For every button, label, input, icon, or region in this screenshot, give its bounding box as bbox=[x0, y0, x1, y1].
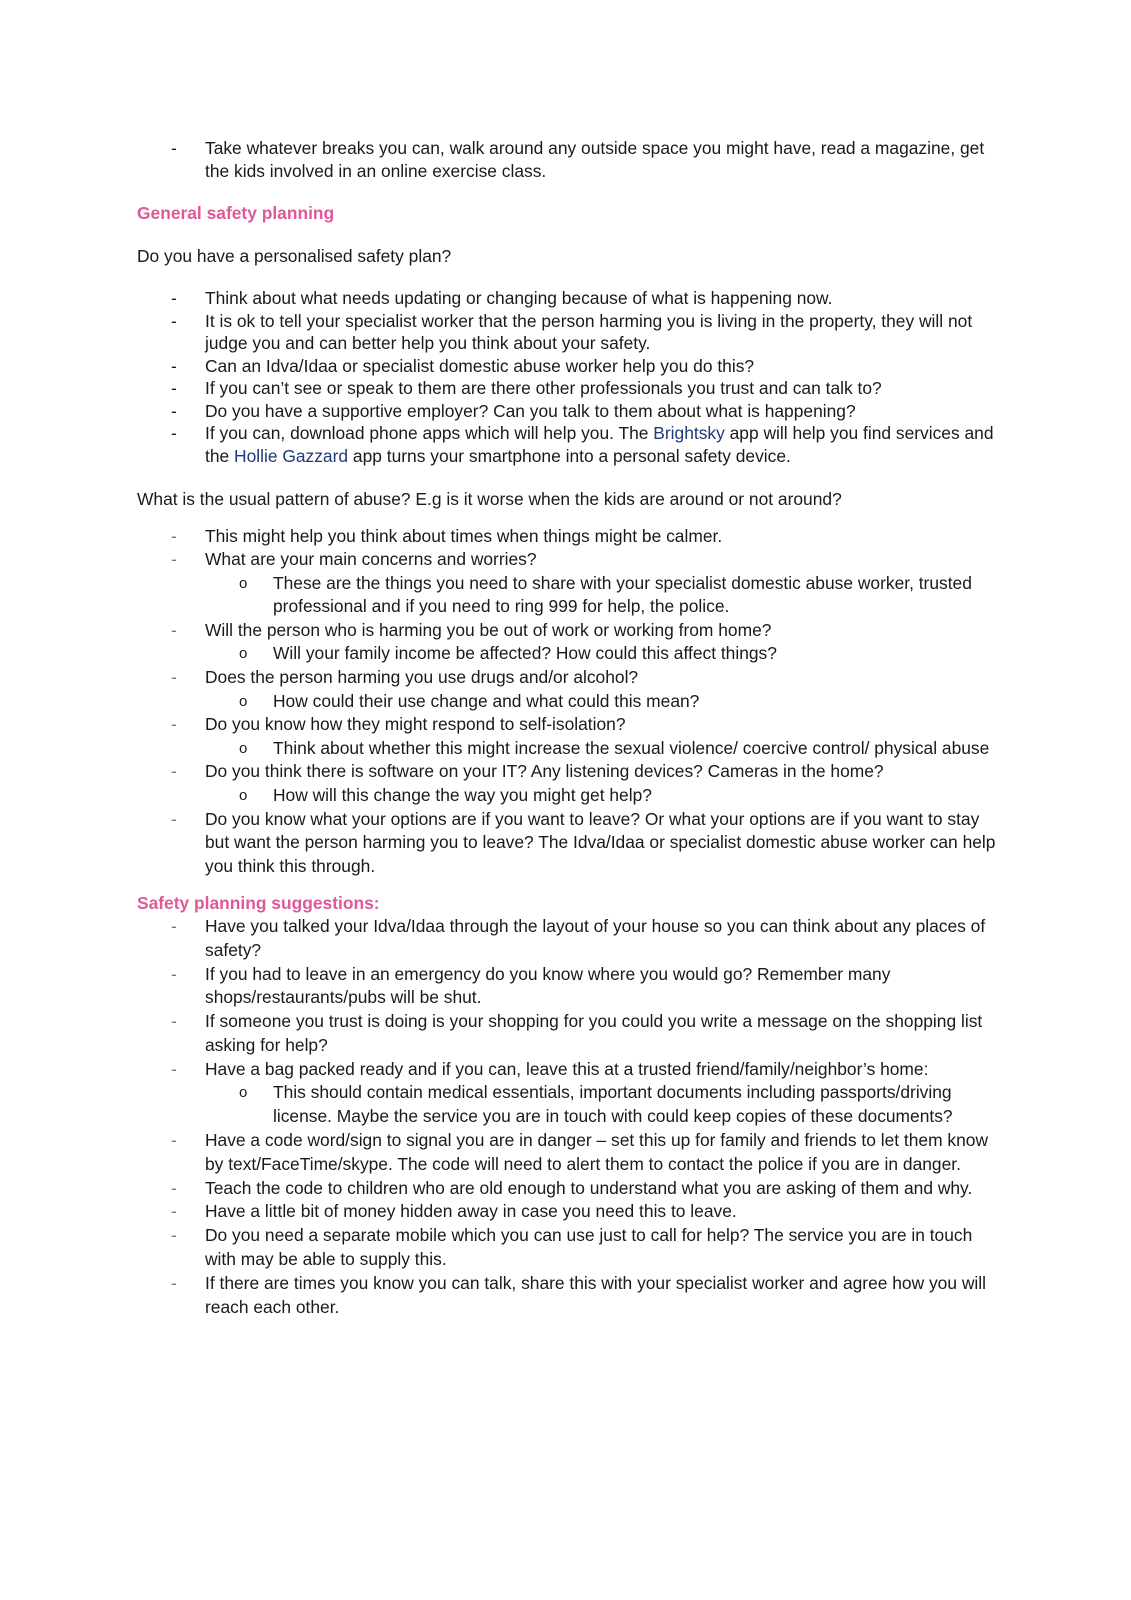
dash-bullet: - bbox=[171, 619, 177, 640]
list-item bbox=[137, 548, 997, 619]
circle-bullet: o bbox=[239, 787, 248, 805]
list-item bbox=[137, 666, 997, 713]
list-item bbox=[137, 310, 997, 355]
sub-list bbox=[205, 1081, 997, 1129]
list-item bbox=[137, 1200, 997, 1224]
sub-list-item bbox=[205, 1081, 997, 1129]
sub-list-item-text: This should contain medical essentials, important documents including passports/driving license. Maybe the service you are in touch with could keep copies of these documents? bbox=[273, 1082, 953, 1127]
list-item-text: Do you know how they might respond to self-isolation? bbox=[205, 714, 626, 735]
dash-bullet: - bbox=[171, 761, 177, 782]
sub-list-item-text: How could their use change and what could this mean? bbox=[273, 690, 700, 711]
dash-bullet: - bbox=[171, 549, 177, 570]
dash-bullet: - bbox=[171, 963, 177, 984]
list-item bbox=[137, 137, 997, 182]
dash-bullet: - bbox=[171, 400, 177, 421]
sub-list-item bbox=[205, 737, 997, 761]
list-item bbox=[137, 1058, 997, 1129]
list-item-text bbox=[205, 423, 994, 466]
text-fragment: If you can, download phone apps which will help you. The bbox=[205, 423, 654, 443]
circle-bullet: o bbox=[239, 645, 248, 663]
list-item bbox=[137, 713, 997, 760]
sub-list-item bbox=[205, 572, 997, 619]
list-item-text: Have a code word/sign to signal you are in danger – set this up for family and friends to let them know by text/FaceTime/skype. The code will need to alert them to contact the police if you are in danger. bbox=[205, 1130, 989, 1174]
text-fragment: app turns your smartphone into a personal safety device. bbox=[348, 445, 791, 466]
dash-bullet: - bbox=[171, 355, 177, 376]
sub-list bbox=[205, 572, 997, 619]
circle-bullet: o bbox=[239, 574, 248, 592]
list-item-text: Do you think there is software on your IT? Any listening devices? Cameras in the home? bbox=[205, 761, 884, 782]
list-item bbox=[137, 915, 997, 963]
list-item bbox=[137, 287, 997, 310]
dash-bullet: - bbox=[171, 714, 177, 735]
list-item bbox=[137, 525, 997, 549]
list-item-text: Does the person harming you use drugs and/or alcohol? bbox=[205, 667, 639, 688]
sub-list-item-text: How will this change the way you might get help? bbox=[273, 785, 652, 806]
safety-plan-list bbox=[137, 287, 997, 467]
list-item bbox=[137, 619, 997, 666]
dash-bullet: - bbox=[171, 1201, 177, 1222]
list-item bbox=[137, 355, 997, 378]
list-item-text: Have a little bit of money hidden away in case you need this to leave. bbox=[205, 1201, 737, 1222]
list-item-text: If there are times you know you can talk, share this with your specialist worker and agree how you will reach each other. bbox=[205, 1272, 987, 1317]
dash-bullet: - bbox=[171, 525, 177, 546]
list-item-text: Take whatever breaks you can, walk around any outside space you might have, read a magazine, get the kids involved in an online exercise class. bbox=[205, 138, 985, 181]
list-item-text: It is ok to tell your specialist worker that the person harming you is living in the property, they will not judge you and can better help you think about your safety. bbox=[205, 310, 973, 353]
circle-bullet: o bbox=[239, 692, 248, 710]
dash-bullet: - bbox=[171, 423, 177, 443]
dash-bullet: - bbox=[171, 138, 177, 158]
section-heading: General safety planning bbox=[137, 203, 335, 223]
sub-list-item-text: Will your family income be affected? How could this affect things? bbox=[273, 643, 777, 664]
list-item bbox=[137, 808, 997, 879]
list-item bbox=[137, 1272, 997, 1320]
list-item-text: Will the person who is harming you be out of work or working from home? bbox=[205, 619, 772, 640]
list-item bbox=[137, 1177, 997, 1201]
list-item-text: Do you have a supportive employer? Can you talk to them about what is happening? bbox=[205, 400, 856, 421]
section-question: What is the usual pattern of abuse? E.g is it worse when the kids are around or not around? bbox=[137, 489, 842, 509]
list-item-text: Can an Idva/Idaa or specialist domestic abuse worker help you do this? bbox=[205, 355, 755, 376]
list-item-text: If someone you trust is doing is your shopping for you could you write a message on the shopping list asking for help? bbox=[205, 1011, 983, 1055]
list-item bbox=[137, 760, 997, 807]
dash-bullet: - bbox=[171, 915, 177, 936]
list-item-text: Think about what needs updating or changing because of what is happening now. bbox=[205, 288, 833, 308]
list-item bbox=[137, 1129, 997, 1177]
sub-list-item-text: Think about whether this might increase the sexual violence/ coercive control/ physical abuse bbox=[273, 737, 990, 758]
intro-list bbox=[137, 137, 997, 182]
dash-bullet: - bbox=[171, 378, 177, 398]
sub-list bbox=[205, 784, 997, 808]
abuse-pattern-list bbox=[137, 525, 997, 879]
list-item-text: Have you talked your Idva/Idaa through the layout of your house so you can think about any places of safety? bbox=[205, 915, 986, 960]
sub-list-item-text: These are the things you need to share with your specialist domestic abuse worker, trusted professional and if you need to ring 999 for help, the police. bbox=[273, 572, 972, 617]
list-item-text: If you had to leave in an emergency do you know where you would go? Remember many shops/restaurants/pubs will be shut. bbox=[205, 963, 891, 1008]
section-question: Do you have a personalised safety plan? bbox=[137, 245, 452, 266]
hollie-gazzard-link[interactable]: Hollie Gazzard bbox=[234, 445, 349, 466]
sub-list bbox=[205, 737, 997, 761]
dash-bullet: - bbox=[171, 667, 177, 688]
list-item-text: Have a bag packed ready and if you can, leave this at a trusted friend/family/neighbor’s home: bbox=[205, 1058, 929, 1079]
sub-list-item bbox=[205, 690, 997, 714]
dash-bullet: - bbox=[171, 1011, 177, 1032]
dash-bullet: - bbox=[171, 310, 177, 331]
sub-list bbox=[205, 642, 997, 666]
dash-bullet: - bbox=[171, 1130, 177, 1151]
sub-list-item bbox=[205, 784, 997, 808]
dash-bullet: - bbox=[171, 1225, 177, 1246]
list-item bbox=[137, 1010, 997, 1058]
page-content bbox=[137, 137, 997, 1319]
section-heading: Safety planning suggestions: bbox=[137, 893, 380, 914]
list-item-text: If you can’t see or speak to them are there other professionals you trust and can talk to? bbox=[205, 378, 882, 398]
list-item-text: What are your main concerns and worries? bbox=[205, 549, 537, 570]
list-item-text: Do you need a separate mobile which you can use just to call for help? The service you are in touch with may be able to supply this. bbox=[205, 1225, 973, 1270]
list-item bbox=[137, 377, 997, 400]
list-item bbox=[137, 1224, 997, 1272]
list-item-text: Teach the code to children who are old enough to understand what you are asking of them and why. bbox=[205, 1177, 973, 1198]
dash-bullet: - bbox=[171, 1058, 177, 1079]
list-item-apps bbox=[137, 422, 997, 467]
text-fragment: app will help you find services and the bbox=[205, 423, 994, 466]
dash-bullet: - bbox=[171, 808, 177, 829]
brightsky-link[interactable]: Brightsky bbox=[653, 423, 725, 443]
list-item bbox=[137, 400, 997, 423]
circle-bullet: o bbox=[239, 1084, 248, 1102]
dash-bullet: - bbox=[171, 288, 177, 308]
sub-list bbox=[205, 690, 997, 714]
list-item-text: Do you know what your options are if you want to leave? Or what your options are if you want to stay but want the person harming you to leave? The Idva/Idaa or specialist domestic abuse worker can help you think this through. bbox=[205, 808, 996, 876]
sub-list-item bbox=[205, 642, 997, 666]
dash-bullet: - bbox=[171, 1177, 177, 1198]
list-item bbox=[137, 963, 997, 1011]
list-item-text: This might help you think about times when things might be calmer. bbox=[205, 525, 723, 546]
suggestions-list bbox=[137, 915, 997, 1320]
dash-bullet: - bbox=[171, 1272, 177, 1293]
circle-bullet: o bbox=[239, 739, 248, 757]
